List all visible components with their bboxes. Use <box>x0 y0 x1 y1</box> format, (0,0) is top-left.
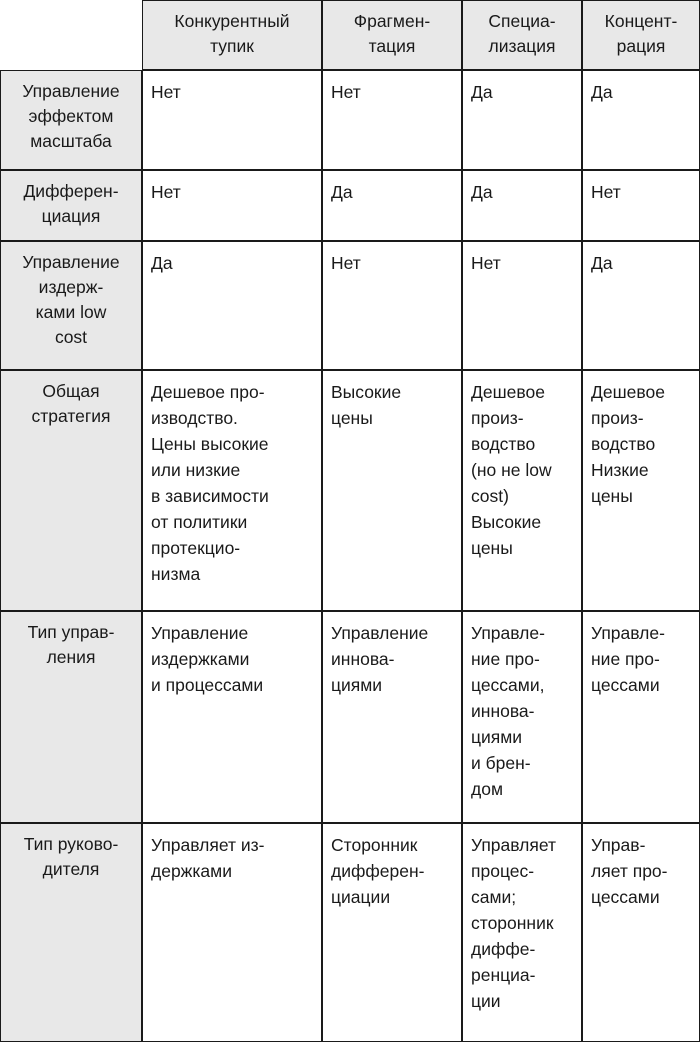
cell-text: Нет <box>151 182 181 202</box>
table-row <box>0 370 700 611</box>
row-label-scale-effect-management <box>0 70 142 170</box>
row-label-management-type <box>0 611 142 823</box>
cell-leader-type-fragmentation <box>322 823 462 1042</box>
cell-low-cost-management-concentration <box>582 241 700 370</box>
table-row <box>0 241 700 370</box>
cell-text: Управление иннова- циями <box>331 623 429 695</box>
row-label-leader-type <box>0 823 142 1042</box>
column-header-fragmentation-text: Фрагмен- тация <box>353 11 431 56</box>
column-header-competitive-deadlock-text: Конкурентный тупик <box>174 11 290 56</box>
cell-text: Дешевое произ- водство (но не low cost) Высокие цены <box>471 382 552 558</box>
header-row <box>0 0 700 70</box>
cell-general-strategy-specialization <box>462 370 582 611</box>
cell-low-cost-management-fragmentation <box>322 241 462 370</box>
cell-general-strategy-fragmentation <box>322 370 462 611</box>
cell-general-strategy-concentration <box>582 370 700 611</box>
cell-management-type-fragmentation <box>322 611 462 823</box>
row-label-differentiation <box>0 170 142 241</box>
cell-low-cost-management-competitive-deadlock <box>142 241 322 370</box>
cell-text: Управле- ние про- цессами <box>591 623 665 695</box>
table-row <box>0 70 700 170</box>
header-corner-cell <box>0 0 142 70</box>
cell-management-type-competitive-deadlock <box>142 611 322 823</box>
cell-text: Да <box>591 253 613 273</box>
table-row <box>0 170 700 241</box>
cell-leader-type-concentration <box>582 823 700 1042</box>
cell-differentiation-competitive-deadlock <box>142 170 322 241</box>
cell-text: Нет <box>151 82 181 102</box>
row-label-differentiation-text: Дифферен- циация <box>23 181 119 226</box>
cell-text: Да <box>471 182 493 202</box>
cell-scale-effect-management-specialization <box>462 70 582 170</box>
cell-text: Нет <box>471 253 501 273</box>
row-label-scale-effect-management-text: Управление эффектом масштаба <box>22 81 120 151</box>
table-row <box>0 823 700 1042</box>
row-label-management-type-text: Тип управ- ления <box>27 622 115 667</box>
column-header-competitive-deadlock <box>142 0 322 70</box>
cell-text: Управ- ляет про- цессами <box>591 835 668 907</box>
column-header-fragmentation <box>322 0 462 70</box>
row-label-low-cost-management-text: Управление издерж- ками low cost <box>22 252 120 347</box>
cell-text: Управляет процес- сами; сторонник диффе- ренциа- ции <box>471 835 557 1011</box>
cell-management-type-concentration <box>582 611 700 823</box>
cell-text: Управляет из- держками <box>151 835 265 881</box>
cell-low-cost-management-specialization <box>462 241 582 370</box>
column-header-concentration <box>582 0 700 70</box>
column-header-specialization-text: Специа- лизация <box>488 11 556 56</box>
cell-text: Да <box>591 82 613 102</box>
cell-general-strategy-competitive-deadlock <box>142 370 322 611</box>
cell-text: Дешевое про- изводство. Цены высокие или низкие в зависимости от политики протекцио- низма <box>151 382 269 584</box>
cell-leader-type-specialization <box>462 823 582 1042</box>
cell-text: Да <box>331 182 353 202</box>
cell-scale-effect-management-competitive-deadlock <box>142 70 322 170</box>
column-header-specialization <box>462 0 582 70</box>
cell-text: Нет <box>591 182 621 202</box>
cell-differentiation-fragmentation <box>322 170 462 241</box>
cell-text: Сторонник дифферен- циации <box>331 835 425 907</box>
cell-scale-effect-management-concentration <box>582 70 700 170</box>
row-label-low-cost-management <box>0 241 142 370</box>
table-row <box>0 611 700 823</box>
cell-text: Управление издержками и процессами <box>151 623 264 695</box>
row-label-general-strategy <box>0 370 142 611</box>
row-label-general-strategy-text: Общая стратегия <box>31 381 111 426</box>
cell-scale-effect-management-fragmentation <box>322 70 462 170</box>
cell-differentiation-concentration <box>582 170 700 241</box>
cell-management-type-specialization <box>462 611 582 823</box>
cell-text: Высокие цены <box>331 382 402 428</box>
row-label-leader-type-text: Тип руково- дителя <box>23 834 119 879</box>
cell-text: Да <box>471 82 493 102</box>
cell-text: Нет <box>331 253 361 273</box>
table-body <box>0 70 700 1042</box>
table-header <box>0 0 700 70</box>
cell-text: Да <box>151 253 173 273</box>
cell-text: Управле- ние про- цессами, иннова- циями и брен- дом <box>471 623 545 799</box>
cell-differentiation-specialization <box>462 170 582 241</box>
cell-text: Дешевое произ- водство Низкие цены <box>591 382 665 506</box>
cell-leader-type-competitive-deadlock <box>142 823 322 1042</box>
cell-text: Нет <box>331 82 361 102</box>
column-header-concentration-text: Концент- рация <box>604 11 678 56</box>
